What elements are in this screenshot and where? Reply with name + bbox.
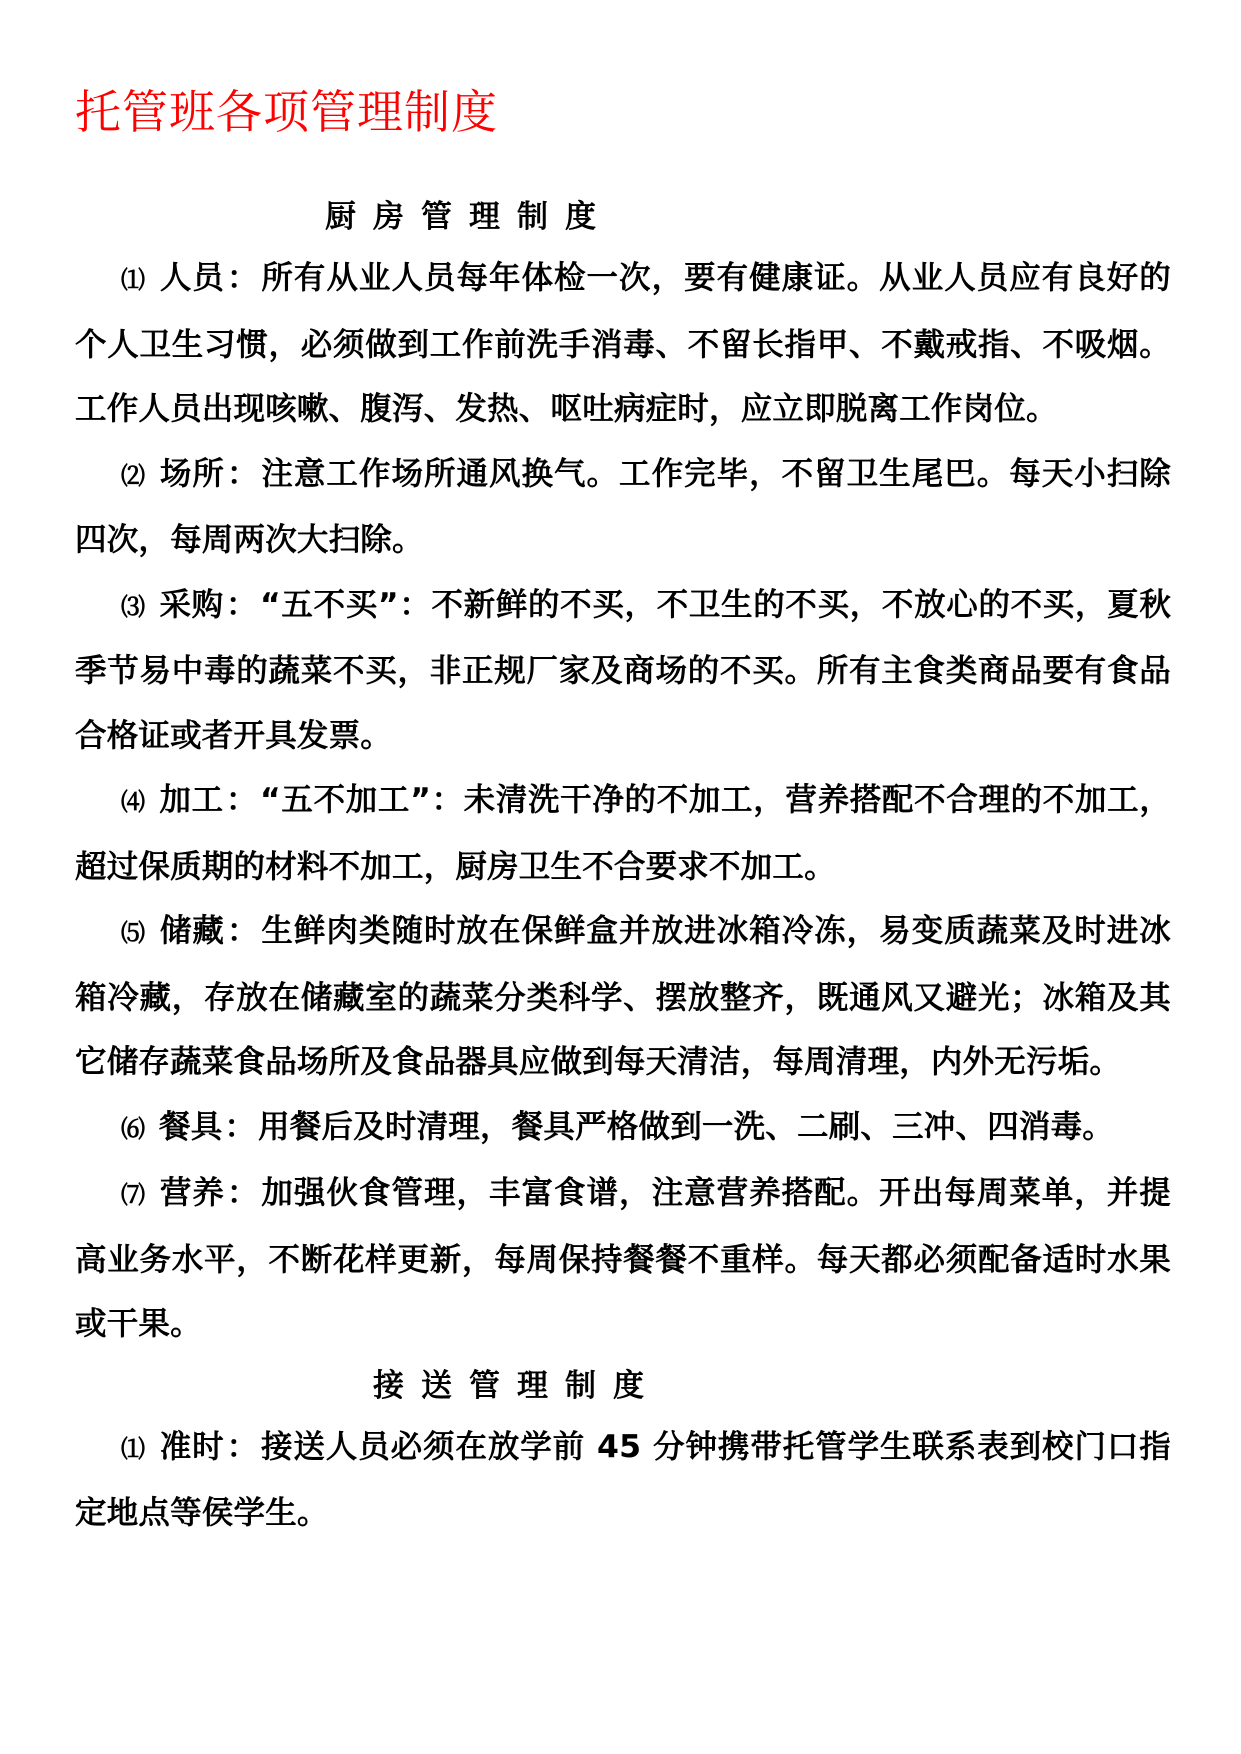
pickup-item-punctuality: ⑴ 准时：接送人员必须在放学前 45 分钟携带托管学生联系表到校门口指定地点等侯学生。 xyxy=(75,1428,1171,1531)
document-title: 托管班各项管理制度 xyxy=(75,85,498,139)
kitchen-item-purchasing: ⑶ 采购：“五不买”：不新鲜的不买，不卫生的不买，不放心的不买，夏秋季节易中毒的蔬菜不买，非正规厂家及商场的不买。所有主食类商品要有食品合格证或者开具发票。 xyxy=(75,586,1172,754)
kitchen-item-premises: ⑵ 场所：注意工作场所通风换气。工作完毕，不留卫生尾巴。每天小扫除四次，每周两次大扫除。 xyxy=(75,455,1171,558)
document-body xyxy=(75,188,1171,1546)
kitchen-item-nutrition: ⑺ 营养：加强伙食管理，丰富食谱，注意营养搭配。开出每周菜单，并提高业务水平，不断花样更新，每周保持餐餐不重样。每天都必须配备适时水果或干果。 xyxy=(75,1175,1171,1342)
section-heading-pickup: 接送管理制度 xyxy=(373,1367,661,1404)
section-heading-kitchen: 厨房管理制度 xyxy=(325,199,613,235)
kitchen-item-processing: ⑷ 加工：“五不加工”：未清洗干净的不加工，营养搭配不合理的不加工，超过保质期的材料不加工，厨房卫生不合要求不加工。 xyxy=(75,782,1172,885)
kitchen-item-personnel: ⑴ 人员：所有从业人员每年体检一次，要有健康证。从业人员应有良好的个人卫生习惯，必须做到工作前洗手消毒、不留长指甲、不戴戒指、不吸烟。工作人员出现咳嗽、腹泻、发热、呕吐病症时，应立即脱离工作岗位。 xyxy=(75,260,1171,427)
kitchen-item-tableware: ⑹ 餐具：用餐后及时清理，餐具严格做到一洗、二刷、三冲、四消毒。 xyxy=(121,1108,1115,1145)
kitchen-item-storage: ⑸ 储藏：生鲜肉类随时放在保鲜盒并放进冰箱冷冻，易变质蔬菜及时进冰箱冷藏，存放在储藏室的蔬菜分类科学、摆放整齐，既通风又避光；冰箱及其它储存蔬菜食品场所及食品器具应做到每天清洁，每周清理，内外无污垢。 xyxy=(75,913,1171,1080)
